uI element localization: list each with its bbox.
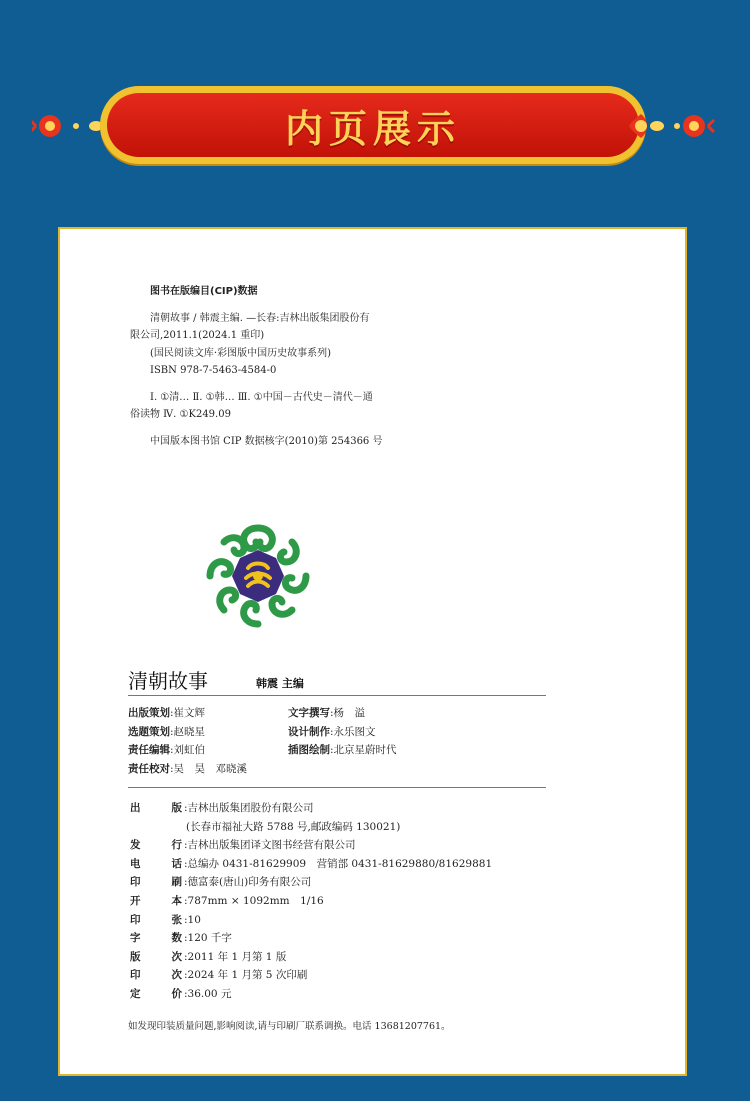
cip-isbn: ISBN 978-7-5463-4584-0 xyxy=(150,365,277,376)
pub-value: 吉林出版集团股份有限公司 xyxy=(187,802,314,814)
pub-label: 版 xyxy=(171,802,182,814)
publication-info: 出 版 : 吉林出版集团股份有限公司 (长春市福祉大路 5788 号,邮政编码 130021) 发 行 : 吉林出版集团译文图书经营有限公司 电 话 : 总编办 0431-81629909 营销部 0431-81629880/81629881 印 刷 : 德富泰(唐山)印务有限公司 开 本 : 787mm × 1092mm 1/16 印 张 : 10 字 数 : 120 千字 版 次 : 2011 年 1 月第 1 版 印 次 : 2024 年 1 月第 5 次印刷 定 价 : 36.00 元 xyxy=(130,799,550,1004)
credit-value: 刘虹伯 xyxy=(173,744,206,756)
credit-label: 设计制作 xyxy=(288,725,330,738)
pub-label: 次 xyxy=(171,950,182,963)
pub-label: 出 xyxy=(130,802,141,814)
credit-label: 选题策划 xyxy=(128,725,170,738)
pub-value: 吉林出版集团译文图书经营有限公司 xyxy=(187,839,356,852)
pub-label: 电 xyxy=(130,857,141,870)
banner-title: 内页展示 xyxy=(284,106,461,151)
pub-value: 总编办 0431-81629909 营销部 0431-81629880/81629881 xyxy=(187,857,493,870)
quality-note: 如发现印装质量问题,影响阅读,请与印刷厂联系调换。电话 13681207761。 xyxy=(128,1021,451,1032)
pub-label: 印 xyxy=(130,913,141,926)
credit-value: 崔文辉 xyxy=(173,707,206,719)
pub-label: 开 xyxy=(130,894,141,907)
pub-label: 行 xyxy=(171,839,182,852)
cip-line: 俗读物 Ⅳ. ①K249.09 xyxy=(130,409,231,420)
credit-label: 责任编辑 xyxy=(128,744,170,756)
pub-label: 次 xyxy=(171,969,182,982)
pub-value: 787mm × 1092mm 1/16 xyxy=(187,894,324,907)
header-banner xyxy=(0,78,750,178)
pub-label: 发 xyxy=(130,839,141,852)
credit-value: 吴 昊 邓晓溪 xyxy=(173,762,248,775)
book-title: 清朝故事 xyxy=(128,669,208,693)
pub-label: 刷 xyxy=(171,876,182,889)
credit-label: 责任校对 xyxy=(128,762,170,775)
credit-value: 北京星蔚时代 xyxy=(333,744,397,756)
divider xyxy=(128,787,546,788)
book-editor: 韩震 主编 xyxy=(256,677,304,690)
pub-label: 印 xyxy=(130,969,141,982)
pub-label: 本 xyxy=(171,894,182,907)
flower-ornament-right-icon xyxy=(606,100,721,152)
pub-address: (长春市福祉大路 5788 号,邮政编码 130021) xyxy=(186,820,401,833)
cip-heading: 图书在版编目(CIP)数据 xyxy=(150,286,258,297)
credit-value: 永乐图文 xyxy=(333,725,376,738)
pub-label: 版 xyxy=(130,950,141,963)
banner-frame xyxy=(100,86,646,164)
pub-label: 张 xyxy=(171,913,182,926)
pub-label: 数 xyxy=(171,932,182,945)
pub-label: 定 xyxy=(130,987,141,1000)
banner-inner xyxy=(107,93,639,157)
copyright-page xyxy=(58,227,687,1076)
credit-label: 出版策划 xyxy=(128,707,170,719)
credits-block: 出版策划:崔文辉 文字撰写:杨 溢 选题策划:赵晓星 设计制作:永乐图文 责任编辑:刘虹伯 插图绘制:北京星蔚时代 责任校对:吴 昊 邓晓溪 xyxy=(128,707,397,775)
pub-value: 2011 年 1 月第 1 版 xyxy=(187,950,287,963)
cip-line: 限公司,2011.1(2024.1 重印) xyxy=(130,330,265,341)
credit-value: 赵晓星 xyxy=(173,725,206,738)
cip-number: 中国版本图书馆 CIP 数据核字(2010)第 254366 号 xyxy=(150,435,383,447)
pub-label: 字 xyxy=(130,932,141,945)
pub-value: 2024 年 1 月第 5 次印刷 xyxy=(187,969,308,982)
publisher-logo-icon xyxy=(196,514,320,638)
pub-value: 10 xyxy=(187,913,201,926)
pub-value: 德富泰(唐山)印务有限公司 xyxy=(187,876,312,889)
pub-value: 36.00 元 xyxy=(187,987,232,1000)
pub-label: 话 xyxy=(171,857,182,870)
credit-value: 杨 溢 xyxy=(333,707,366,719)
pub-label: 价 xyxy=(171,987,182,1000)
credit-label: 插图绘制 xyxy=(288,744,330,756)
cip-line: 清朝故事 / 韩震主编. —长春:吉林出版集团股份有 xyxy=(150,312,370,324)
cip-block xyxy=(130,283,410,450)
cip-line: (国民阅读文库·彩图版中国历史故事系列) xyxy=(150,347,331,359)
pub-label: 印 xyxy=(130,876,141,889)
pub-value: 120 千字 xyxy=(187,932,232,945)
book-title-row xyxy=(128,665,546,696)
cip-line: Ⅰ. ①清… Ⅱ. ①韩… Ⅲ. ①中国－古代史－清代－通 xyxy=(150,391,373,403)
credit-label: 文字撰写 xyxy=(288,707,330,719)
